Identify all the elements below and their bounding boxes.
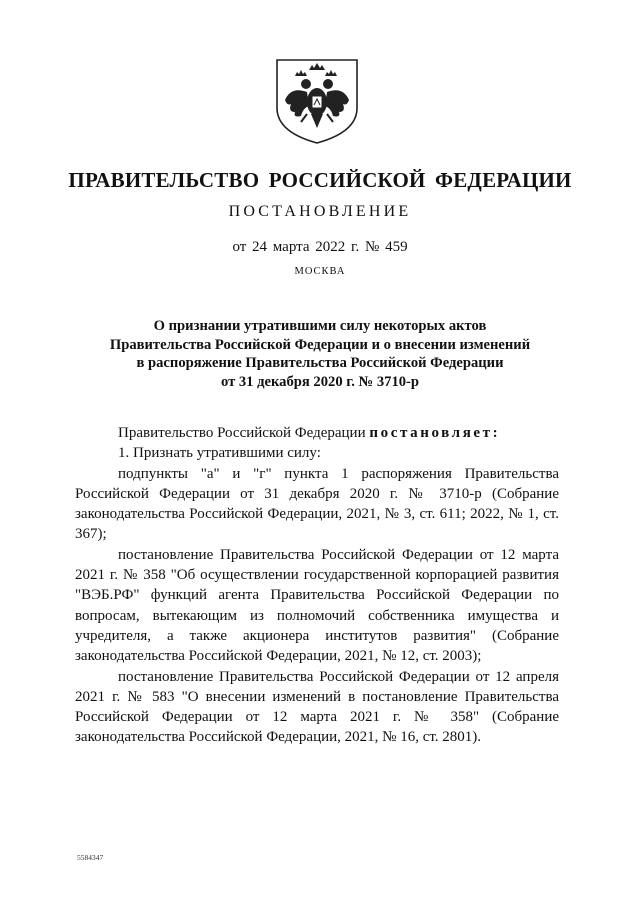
preamble-paragraph xyxy=(75,423,559,443)
preamble-text: Правительство Российской Федерации xyxy=(118,425,370,441)
item-1-paragraph: 1. Признать утратившими силу: xyxy=(118,445,321,462)
document-date-number: от 24 марта 2022 г. № 459 xyxy=(232,239,408,255)
footer-document-code: 5584347 xyxy=(77,853,104,862)
document-type: ПОСТАНОВЛЕНИЕ xyxy=(228,203,412,220)
document-body xyxy=(75,423,559,748)
heading-line: в распоряжение Правительства Российской Федерации xyxy=(136,355,504,371)
document-city: МОСКВА xyxy=(294,266,346,277)
coat-of-arms-emblem xyxy=(273,56,361,146)
body-paragraph: постановление Правительства Российской Федерации от 12 апреля 2021 г. № 583 "О внесении изменений в постановление Правительства Российской Федерации от 12 марта 2021 г. № 358" (Собрание законодательства Российской Федерации, 2021, № 16, ст. 2801). xyxy=(75,668,559,746)
government-title: ПРАВИТЕЛЬСТВО РОССИЙСКОЙ ФЕДЕРАЦИИ xyxy=(68,168,572,192)
heading-line: О признании утратившими силу некоторых актов xyxy=(153,318,487,334)
document-heading xyxy=(60,317,580,391)
preamble-emphasis: постановляет: xyxy=(369,425,501,441)
body-paragraph: подпункты "а" и "г" пункта 1 распоряжения Правительства Российской Федерации от 31 декабря 2020 г. № 3710-р (Собрание законодательства Российской Федерации, 2021, № 3, ст. 611; 2022, № 1, ст. 367); xyxy=(75,465,559,543)
heading-line: от 31 декабря 2020 г. № 3710-р xyxy=(220,373,420,390)
heading-line: Правительства Российской Федерации и о внесении изменений xyxy=(109,336,531,353)
body-paragraph: постановление Правительства Российской Федерации от 12 марта 2021 г. № 358 "Об осуществлении государственной корпорацией развития "ВЭБ.РФ" функций агента Правительства Российской Федерации по вопросам, вытекающим из полномочий собственника имущества и учредителя, а также акционера институтов развития" (Собрание законодательства Российской Федерации, 2021, № 12, ст. 2003); xyxy=(75,546,559,665)
